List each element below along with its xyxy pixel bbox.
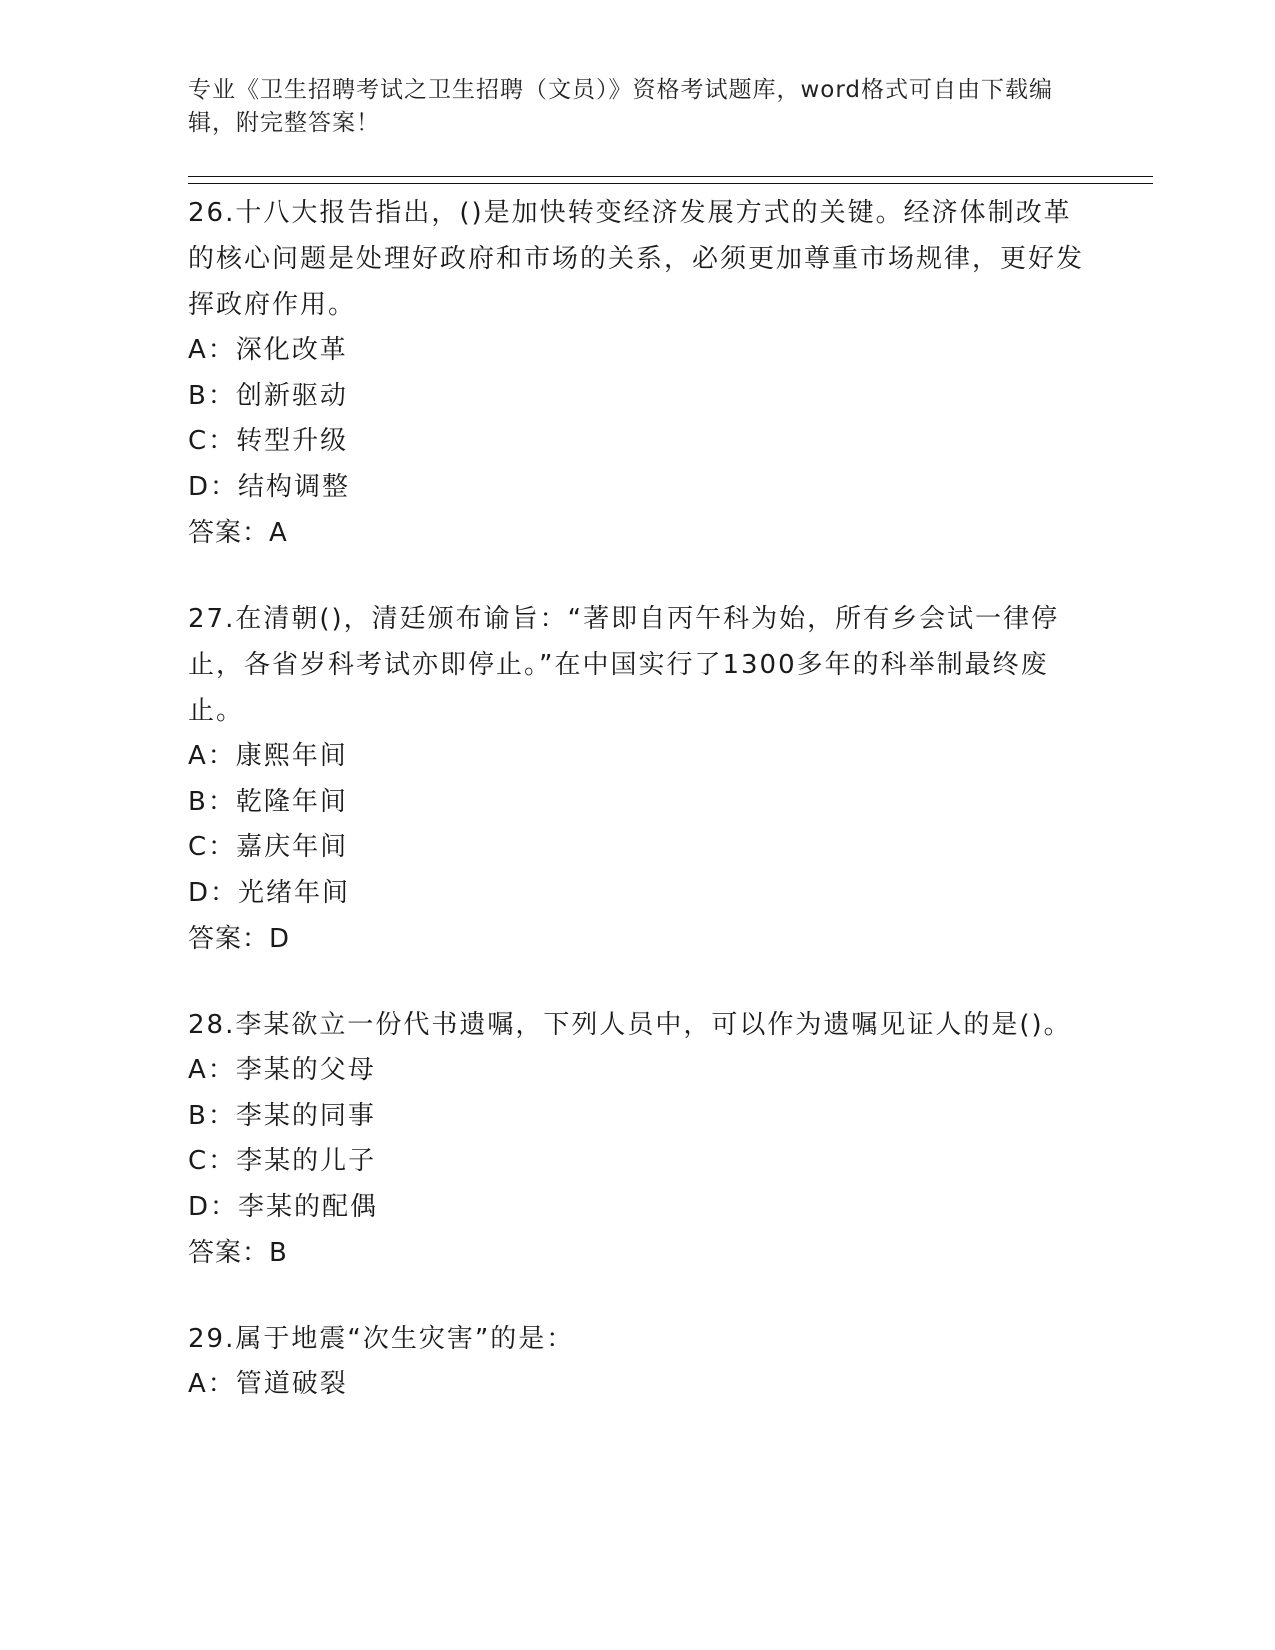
- option-d: D：光绪年间: [188, 877, 351, 908]
- answer: 答案：D: [188, 924, 291, 954]
- question-stem: 26.十八大报告指出，()是加快转变经济发展方式的关键。经济体制改革的核心问题是处理好政府和市场的关系，必须更加尊重市场规律，更好发挥政府作用。: [188, 198, 1085, 320]
- option-b: B：李某的同事: [188, 1100, 376, 1131]
- answer: 答案：B: [188, 1238, 288, 1268]
- header-divider-bottom: [188, 183, 1153, 184]
- document-header: 专业《卫生招聘考试之卫生招聘（文员）》资格考试题库，word格式可自由下载编辑，附完整答案！: [188, 77, 1054, 136]
- question-stem: 28.李某欲立一份代书遗嘱，下列人员中，可以作为遗嘱见证人的是()。: [188, 1010, 1072, 1040]
- option-c: C：转型升级: [188, 426, 349, 456]
- option-d: D：李某的配偶: [188, 1191, 379, 1222]
- question-29: [188, 1316, 1088, 1408]
- question-28: [188, 1002, 1088, 1276]
- option-c: C：李某的儿子: [188, 1146, 377, 1176]
- question-list: [188, 190, 1088, 1448]
- option-a: A：康熙年间: [188, 741, 348, 771]
- option-b: B：创新驱动: [188, 380, 348, 411]
- header-divider-top: [188, 176, 1153, 177]
- option-d: D：结构调整: [188, 471, 351, 502]
- option-c: C：嘉庆年间: [188, 832, 349, 862]
- option-a: A：深化改革: [188, 335, 348, 365]
- question-stem: 29.属于地震“次生灾害”的是：: [188, 1324, 575, 1354]
- question-stem: 27.在清朝()，清廷颁布谕旨：“著即自丙午科为始，所有乡会试一律停止，各省岁科考试亦即停止。”在中国实行了1300多年的科举制最终废止。: [188, 604, 1060, 726]
- option-a: A：管道破裂: [188, 1369, 348, 1399]
- option-b: B：乾隆年间: [188, 786, 348, 817]
- question-26: [188, 190, 1088, 556]
- option-a: A：李某的父母: [188, 1055, 376, 1085]
- answer: 答案：A: [188, 518, 288, 548]
- question-27: [188, 596, 1088, 962]
